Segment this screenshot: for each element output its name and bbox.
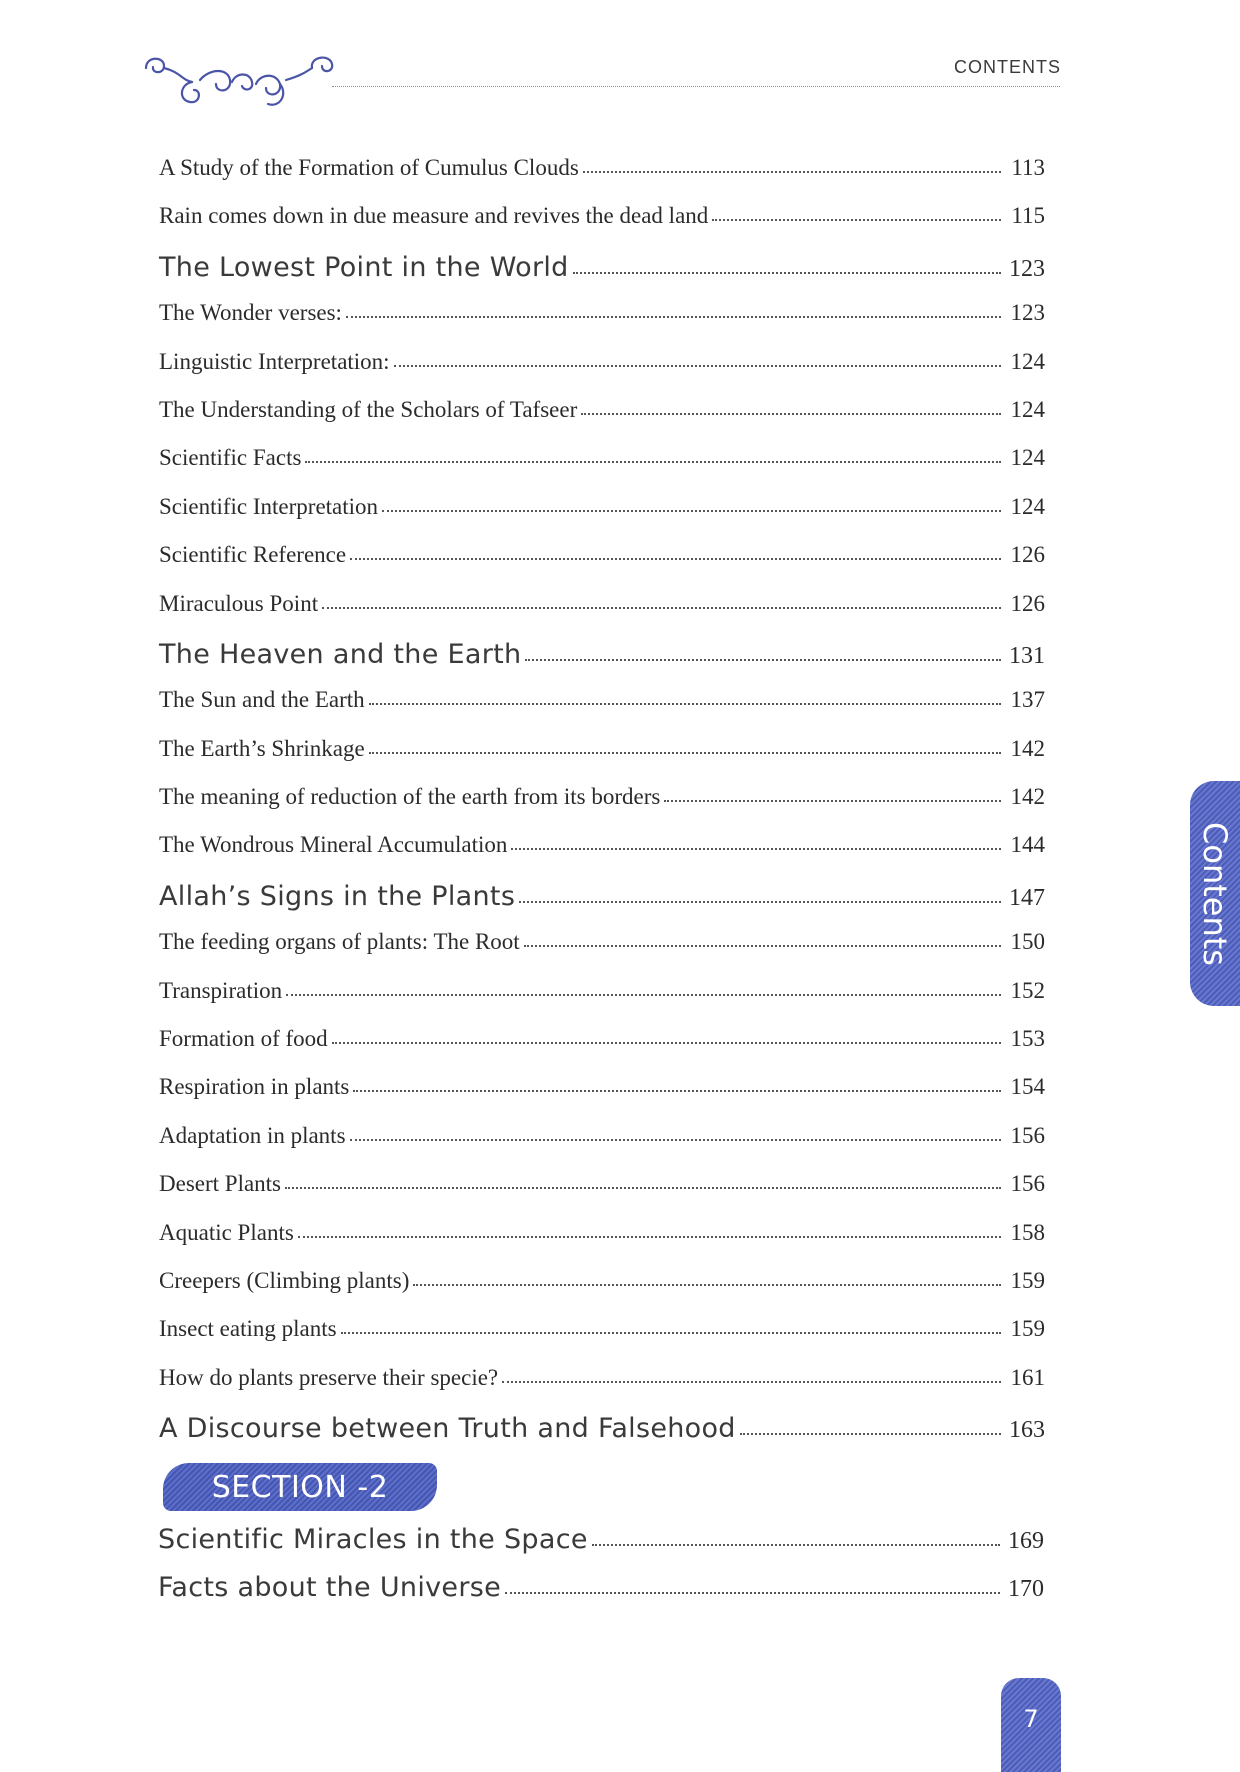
toc-title: Scientific Interpretation bbox=[159, 493, 379, 519]
toc-entry-row[interactable] bbox=[159, 1123, 1045, 1171]
toc-title: A Discourse between Truth and Falsehood bbox=[159, 1413, 736, 1445]
toc-entry-row[interactable] bbox=[159, 736, 1045, 784]
table-of-contents bbox=[159, 155, 1045, 1462]
dot-leader bbox=[286, 994, 1001, 996]
dot-leader bbox=[350, 558, 1001, 560]
toc-chapter-row[interactable] bbox=[159, 639, 1045, 687]
toc-chapter-row[interactable] bbox=[158, 1572, 1044, 1620]
toc-page-number: 161 bbox=[1010, 1364, 1045, 1390]
dot-leader bbox=[502, 1381, 1001, 1383]
toc-title: The Understanding of the Scholars of Tafseer bbox=[159, 396, 578, 422]
toc-chapter-row[interactable] bbox=[159, 252, 1045, 300]
dot-leader bbox=[341, 1332, 1001, 1334]
toc-page-number: 113 bbox=[1011, 155, 1045, 180]
dot-leader bbox=[573, 272, 1001, 274]
contents-side-tab[interactable] bbox=[1190, 781, 1240, 1006]
dot-leader bbox=[353, 1090, 1001, 1092]
dot-leader bbox=[322, 607, 1001, 609]
toc-title: The Lowest Point in the World bbox=[159, 251, 569, 283]
toc-page-number: 169 bbox=[1008, 1528, 1044, 1554]
toc-page-number: 159 bbox=[1010, 1316, 1045, 1342]
toc-title: Rain comes down in due measure and revives the dead land bbox=[159, 203, 709, 229]
toc-title: Miraculous Point bbox=[159, 590, 319, 616]
dot-leader bbox=[369, 752, 1001, 754]
toc-entry-row[interactable] bbox=[159, 1074, 1045, 1122]
dot-leader bbox=[369, 703, 1001, 705]
toc-entry-row[interactable] bbox=[159, 1316, 1045, 1364]
toc-page-number: 144 bbox=[1010, 832, 1045, 858]
dot-leader bbox=[712, 219, 1001, 221]
dot-leader bbox=[664, 800, 1001, 802]
running-header: CONTENTS bbox=[954, 57, 1061, 77]
toc-title: Respiration in plants bbox=[159, 1074, 350, 1100]
dot-leader bbox=[581, 413, 1001, 415]
toc-entry-row[interactable] bbox=[159, 1171, 1045, 1219]
toc-page-number: 123 bbox=[1009, 255, 1045, 282]
toc-entry-row[interactable] bbox=[159, 397, 1045, 445]
section-label: SECTION -2 bbox=[211, 1469, 389, 1505]
dot-leader bbox=[583, 171, 1001, 173]
toc-page-number: 153 bbox=[1010, 1026, 1045, 1052]
toc-title: How do plants preserve their specie? bbox=[159, 1364, 499, 1390]
toc-page-number: 158 bbox=[1010, 1219, 1045, 1245]
toc-title: The feeding organs of plants: The Root bbox=[159, 929, 520, 955]
toc-entry-row[interactable] bbox=[159, 203, 1045, 251]
toc-title: The Wonder verses: bbox=[159, 300, 342, 326]
toc-title: Desert Plants bbox=[159, 1171, 282, 1197]
dot-leader bbox=[382, 510, 1001, 512]
dot-leader bbox=[285, 1187, 1001, 1189]
toc-entry-row[interactable] bbox=[159, 300, 1045, 348]
toc-entry-row[interactable] bbox=[159, 542, 1045, 590]
dot-leader bbox=[511, 848, 1001, 850]
dot-leader bbox=[413, 1284, 1001, 1286]
toc-page-number: 156 bbox=[1010, 1122, 1045, 1148]
dot-leader bbox=[525, 659, 1001, 661]
toc-entry-row[interactable] bbox=[159, 494, 1045, 542]
toc-page-number: 124 bbox=[1010, 493, 1045, 519]
table-of-contents-section-2 bbox=[158, 1524, 1044, 1621]
toc-entry-row[interactable] bbox=[159, 1365, 1045, 1413]
dot-leader bbox=[346, 316, 1001, 318]
toc-page-number: 163 bbox=[1009, 1417, 1045, 1444]
decorative-scroll-ornament bbox=[140, 50, 340, 112]
toc-entry-row[interactable] bbox=[159, 1220, 1045, 1268]
toc-title: The Sun and the Earth bbox=[159, 687, 365, 713]
toc-title: Formation of food bbox=[159, 1026, 328, 1052]
dot-leader bbox=[394, 365, 1001, 367]
toc-entry-row[interactable] bbox=[159, 929, 1045, 977]
toc-page-number: 152 bbox=[1010, 977, 1045, 1003]
dot-leader bbox=[505, 1592, 1000, 1594]
dot-leader bbox=[305, 461, 1001, 463]
toc-page-number: 142 bbox=[1010, 735, 1045, 761]
header-rule bbox=[332, 86, 1060, 87]
dot-leader bbox=[740, 1433, 1001, 1435]
page-number-tab bbox=[1001, 1678, 1061, 1772]
side-tab-label: Contents bbox=[1196, 821, 1234, 966]
toc-title: The Earth’s Shrinkage bbox=[159, 735, 365, 761]
toc-page-number: 123 bbox=[1010, 300, 1045, 326]
toc-entry-row[interactable] bbox=[159, 155, 1045, 203]
toc-page-number: 159 bbox=[1010, 1267, 1045, 1293]
toc-title: Scientific Facts bbox=[159, 445, 302, 471]
toc-page-number: 124 bbox=[1010, 348, 1045, 374]
toc-title: Adaptation in plants bbox=[159, 1122, 346, 1148]
toc-chapter-row[interactable] bbox=[159, 881, 1045, 929]
toc-title: Aquatic Plants bbox=[159, 1219, 294, 1245]
toc-entry-row[interactable] bbox=[159, 591, 1045, 639]
toc-page-number: 154 bbox=[1010, 1074, 1045, 1100]
toc-entry-row[interactable] bbox=[159, 832, 1045, 880]
dot-leader bbox=[332, 1042, 1001, 1044]
toc-title: A Study of the Formation of Cumulus Clouds bbox=[159, 155, 579, 180]
toc-title: The Wondrous Mineral Accumulation bbox=[159, 832, 508, 858]
toc-chapter-row[interactable] bbox=[159, 1413, 1045, 1461]
dot-leader bbox=[298, 1236, 1001, 1238]
toc-chapter-row[interactable] bbox=[158, 1524, 1044, 1572]
toc-page-number: 131 bbox=[1009, 642, 1045, 669]
toc-page-number: 126 bbox=[1010, 590, 1045, 616]
dot-leader bbox=[524, 945, 1001, 947]
toc-title: Scientific Reference bbox=[159, 542, 347, 568]
toc-title: Creepers (Climbing plants) bbox=[159, 1267, 410, 1293]
toc-page-number: 170 bbox=[1008, 1576, 1044, 1603]
toc-title: Allah’s Signs in the Plants bbox=[159, 880, 516, 912]
dot-leader bbox=[519, 901, 1001, 903]
toc-entry-row[interactable] bbox=[159, 687, 1045, 735]
toc-page-number: 126 bbox=[1010, 542, 1045, 568]
toc-title: Transpiration bbox=[159, 977, 283, 1003]
toc-page-number: 124 bbox=[1010, 396, 1045, 422]
toc-title: The meaning of reduction of the earth from its borders bbox=[159, 784, 661, 810]
toc-page-number: 147 bbox=[1009, 884, 1045, 911]
toc-title: Linguistic Interpretation: bbox=[159, 348, 390, 374]
section-heading bbox=[163, 1463, 437, 1511]
toc-page-number: 156 bbox=[1010, 1171, 1045, 1197]
dot-leader bbox=[592, 1544, 1000, 1546]
toc-page-number: 150 bbox=[1010, 929, 1045, 955]
toc-title: Scientific Miracles in the Space bbox=[158, 1524, 588, 1555]
toc-entry-row[interactable] bbox=[159, 349, 1045, 397]
toc-entry-row[interactable] bbox=[159, 784, 1045, 832]
toc-title: The Heaven and the Earth bbox=[159, 638, 522, 670]
toc-entry-row[interactable] bbox=[159, 445, 1045, 493]
toc-title: Facts about the Universe bbox=[158, 1572, 501, 1604]
toc-entry-row[interactable] bbox=[159, 1268, 1045, 1316]
toc-page-number: 137 bbox=[1010, 687, 1045, 713]
toc-title: Insect eating plants bbox=[159, 1316, 337, 1342]
toc-entry-row[interactable] bbox=[159, 1026, 1045, 1074]
toc-page-number: 124 bbox=[1010, 445, 1045, 471]
dot-leader bbox=[350, 1139, 1001, 1141]
toc-entry-row[interactable] bbox=[159, 978, 1045, 1026]
page-number: 7 bbox=[1023, 1705, 1039, 1733]
toc-page-number: 142 bbox=[1010, 784, 1045, 810]
toc-page-number: 115 bbox=[1011, 203, 1045, 229]
